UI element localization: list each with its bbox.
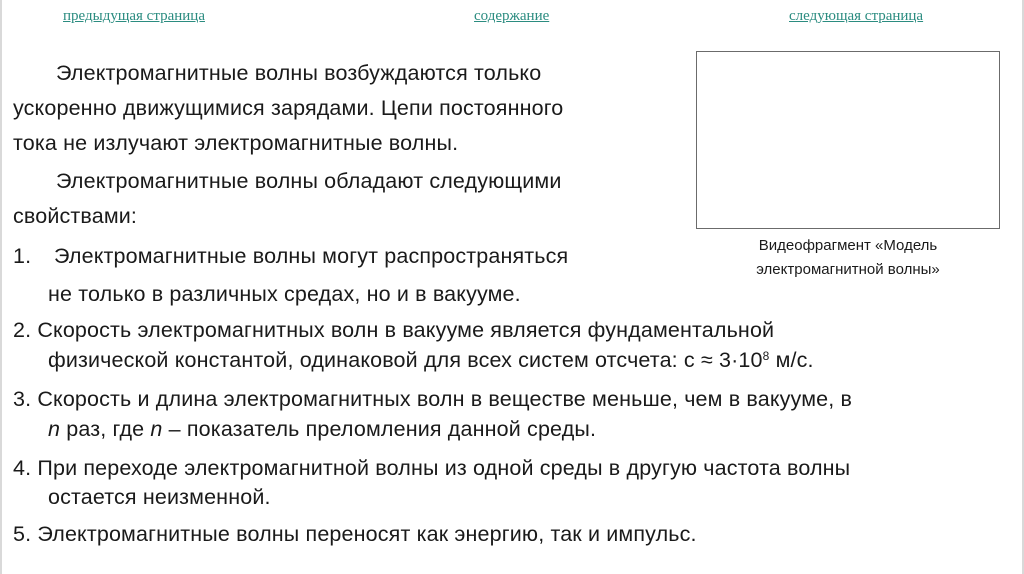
refractive-index-symbol: n: [48, 417, 61, 441]
contents-link[interactable]: содержание: [474, 8, 550, 24]
list-item-1-line-1: [13, 243, 568, 269]
previous-page-link[interactable]: предыдущая страница: [63, 8, 205, 24]
list-item-5-line-1: 5. Электромагнитные волны переносят как энергию, так и импульс.: [13, 522, 697, 546]
list-item-2-line-1: 2. Скорость электромагнитных волн в вакууме является фундаментальной: [13, 318, 775, 342]
list-item-1-line-2: не только в различных средах, но и в вакууме.: [48, 282, 521, 306]
refractive-index-symbol-2: n: [150, 417, 163, 441]
paragraph-1-line-3: тока не излучают электромагнитные волны.: [13, 131, 459, 155]
list-item-2-line-2: [48, 347, 814, 373]
paragraph-1-line-1: Электромагнитные волны возбуждаются только: [56, 61, 542, 85]
exponent-8: 8: [762, 349, 770, 363]
list-item-3-line-1: 3. Скорость и длина электромагнитных волн в веществе меньше, чем в вакууме, в: [13, 387, 853, 411]
list-item-2-unit: м/с.: [769, 348, 814, 372]
list-item-1-number: 1.: [13, 244, 32, 268]
list-item-4-line-1: 4. При переходе электромагнитной волны из одной среды в другую частота волны: [13, 456, 851, 480]
list-item-4-line-2: остается неизменной.: [48, 485, 271, 509]
video-caption-line-2: электромагнитной волны»: [756, 261, 940, 278]
paragraph-2-line-1: Электромагнитные волны обладают следующими: [56, 169, 562, 193]
slide-left-border: [0, 0, 2, 574]
list-item-2-text: физической константой, одинаковой для всех систем отсчета: c ≈ 3·10: [48, 348, 763, 372]
paragraph-2-line-2: свойствами:: [13, 204, 138, 228]
list-item-3-text-rest: – показатель преломления данной среды.: [162, 417, 597, 441]
list-item-3-text-mid: раз, где: [60, 417, 151, 441]
video-caption-line-1: Видеофрагмент «Модель: [758, 237, 938, 254]
list-item-3-line-2: [48, 416, 596, 442]
next-page-link[interactable]: следующая страница: [789, 8, 924, 24]
paragraph-1-line-2: ускоренно движущимися зарядами. Цепи постоянного: [13, 96, 564, 120]
video-fragment-player[interactable]: [696, 51, 1000, 229]
list-item-1-text: Электромагнитные волны могут распространяться: [54, 244, 569, 268]
